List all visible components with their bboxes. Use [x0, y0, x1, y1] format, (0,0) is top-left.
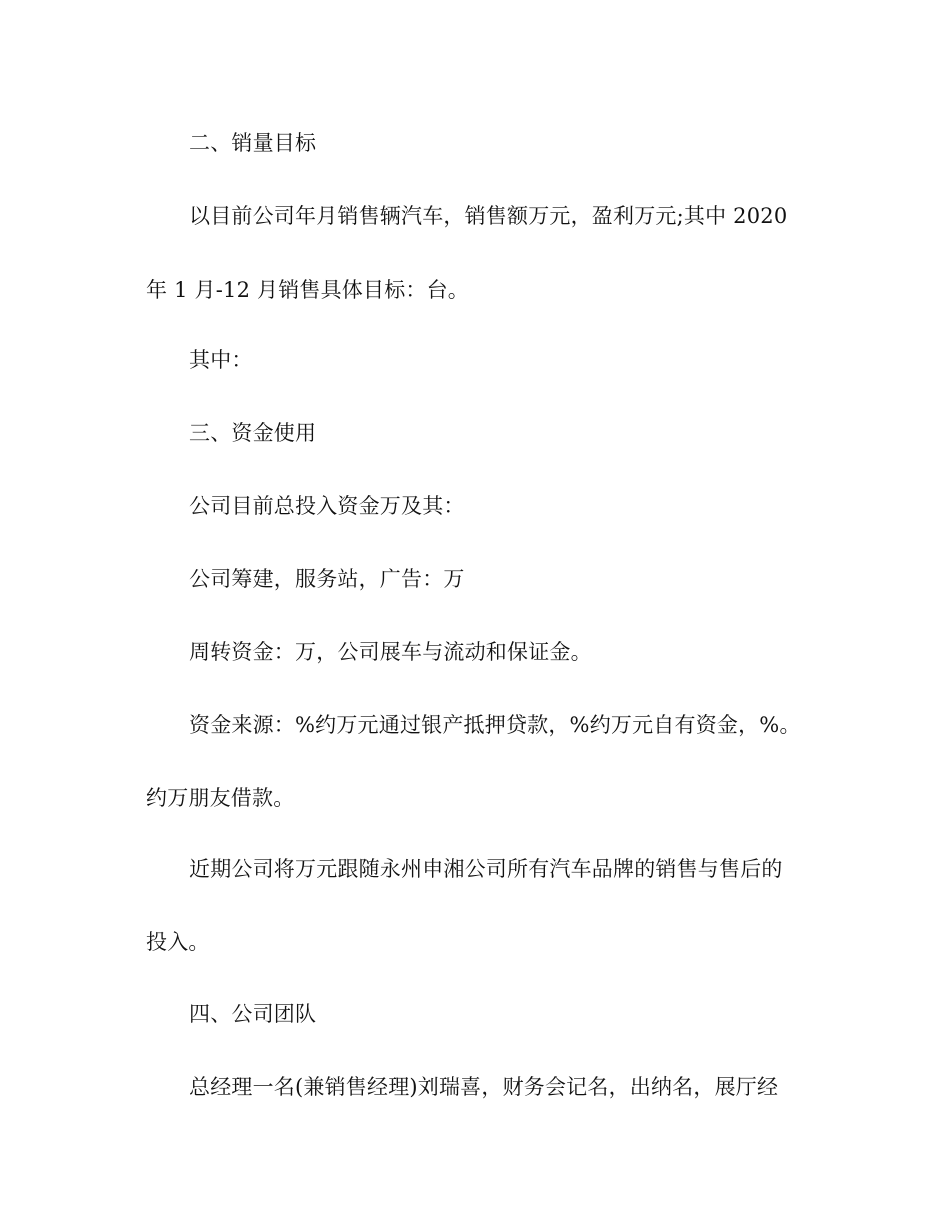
paragraph-line: 近期公司将万元跟随永州申湘公司所有汽车品牌的销售与售后的 — [189, 857, 783, 881]
paragraph-line: 公司筹建，服务站，广告：万 — [189, 567, 465, 591]
paragraph-line: 年 1 月-12 月销售具体目标：台。 — [146, 278, 470, 302]
paragraph-line: 以目前公司年月销售辆汽车，销售额万元，盈利万元;其中 2020 — [189, 204, 788, 228]
paragraph-line: 周转资金：万，公司展车与流动和保证金。 — [189, 640, 592, 664]
paragraph-line: 公司目前总投入资金万及其： — [189, 494, 465, 518]
paragraph-line: 约万朋友借款。 — [146, 786, 295, 810]
section-heading-fund-usage: 三、资金使用 — [189, 421, 317, 445]
paragraph-line: 其中： — [189, 348, 253, 372]
section-heading-sales-target: 二、销量目标 — [189, 131, 317, 155]
section-heading-company-team: 四、公司团队 — [189, 1002, 317, 1026]
paragraph-line: 资金来源：%约万元通过银产抵押贷款，%约万元自有资金，%。 — [189, 713, 801, 737]
paragraph-line: 总经理一名(兼销售经理)刘瑞喜，财务会记名，出纳名，展厅经 — [189, 1075, 779, 1099]
paragraph-line: 投入。 — [146, 930, 210, 954]
